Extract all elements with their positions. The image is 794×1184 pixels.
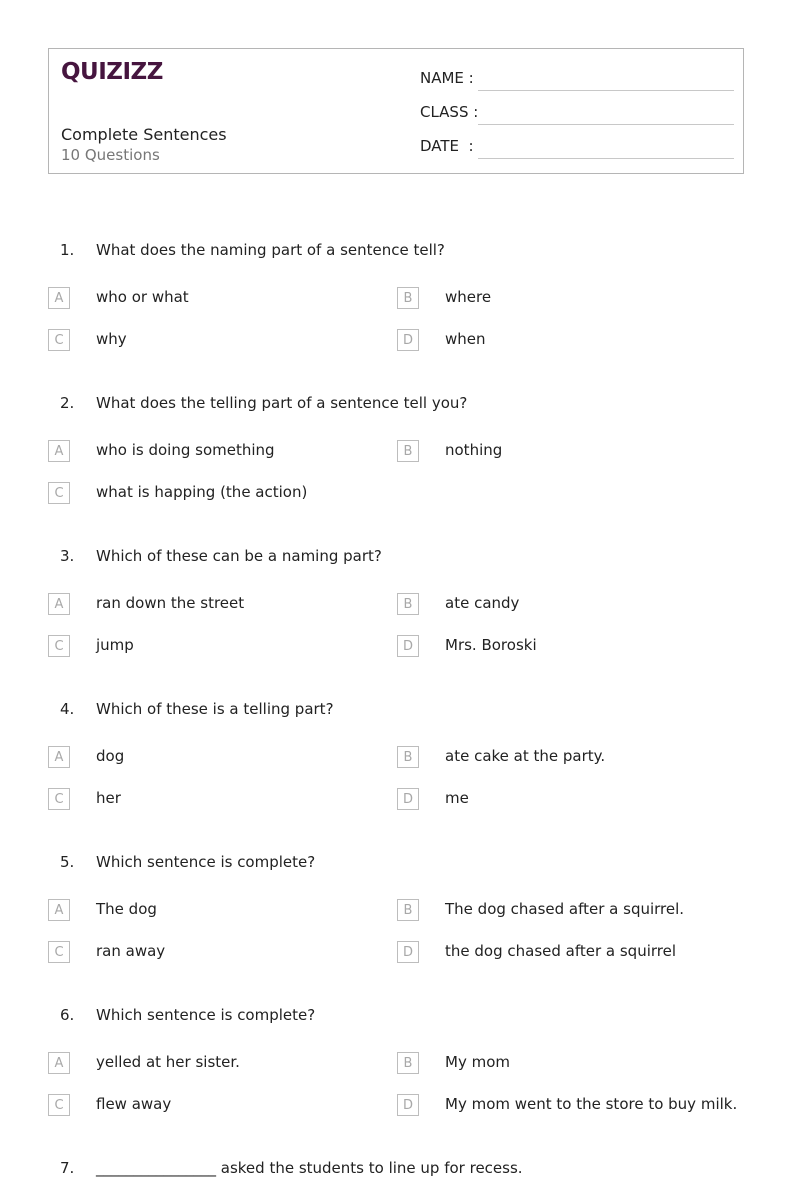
class-line [478, 124, 734, 125]
option-letter-box[interactable]: A [48, 287, 70, 309]
answer-option-a[interactable] [48, 899, 388, 923]
option-text: My mom went to the store to buy milk. [445, 1095, 738, 1113]
question-prompt [0, 391, 794, 419]
answer-option-d[interactable] [397, 1094, 737, 1118]
answer-option-a[interactable] [48, 593, 388, 617]
option-letter-box[interactable]: B [397, 593, 419, 615]
worksheet-title: Complete Sentences [61, 125, 227, 144]
question-prompt [0, 1156, 794, 1184]
class-field[interactable] [420, 101, 734, 135]
option-letter-box[interactable]: D [397, 941, 419, 963]
answer-option-b[interactable] [397, 440, 737, 464]
question-number: 5. [60, 853, 75, 871]
option-text: dog [96, 747, 125, 765]
answer-option-a[interactable] [48, 287, 388, 311]
option-text: The dog chased after a squirrel. [445, 900, 685, 918]
question-5 [0, 850, 794, 983]
option-text: what is happing (the action) [96, 483, 308, 501]
question-1 [0, 238, 794, 371]
option-letter-box[interactable]: A [48, 593, 70, 615]
answer-option-c[interactable] [48, 788, 388, 812]
answer-option-c[interactable] [48, 329, 388, 353]
option-text: who or what [96, 288, 189, 306]
date-line [478, 158, 734, 159]
question-text: Which of these can be a naming part? [96, 547, 382, 565]
question-3 [0, 544, 794, 677]
question-text: What does the naming part of a sentence tell? [96, 241, 445, 259]
option-text: yelled at her sister. [96, 1053, 240, 1071]
question-number: 1. [60, 241, 75, 259]
answer-option-d[interactable] [397, 329, 737, 353]
date-label: DATE : [420, 137, 474, 155]
answer-option-a[interactable] [48, 1052, 388, 1076]
answer-option-b[interactable] [397, 899, 737, 923]
name-line [478, 90, 734, 91]
question-count: 10 Questions [61, 146, 160, 164]
answer-options [0, 593, 794, 677]
option-text: me [445, 789, 469, 807]
question-number: 7. [60, 1159, 75, 1177]
option-text: ate candy [445, 594, 520, 612]
option-text: ran away [96, 942, 166, 960]
question-6 [0, 1003, 794, 1136]
option-text: nothing [445, 441, 503, 459]
name-label: NAME : [420, 69, 474, 87]
question-text: ________________ asked the students to line up for recess. [96, 1159, 523, 1177]
question-text: What does the telling part of a sentence tell you? [96, 394, 468, 412]
option-letter-box[interactable]: C [48, 941, 70, 963]
question-2 [0, 391, 794, 524]
option-text: why [96, 330, 127, 348]
option-text: My mom [445, 1053, 510, 1071]
option-text: ate cake at the party. [445, 747, 606, 765]
option-letter-box[interactable]: A [48, 440, 70, 462]
option-letter-box[interactable]: B [397, 287, 419, 309]
question-number: 3. [60, 547, 75, 565]
question-text: Which sentence is complete? [96, 853, 316, 871]
answer-options [0, 746, 794, 830]
name-field[interactable] [420, 67, 734, 101]
option-letter-box[interactable]: B [397, 899, 419, 921]
option-text: The dog [96, 900, 157, 918]
question-number: 4. [60, 700, 75, 718]
question-number: 2. [60, 394, 75, 412]
question-list [0, 238, 794, 1184]
option-letter-box[interactable]: C [48, 482, 70, 504]
option-letter-box[interactable]: D [397, 1094, 419, 1116]
question-text: Which sentence is complete? [96, 1006, 316, 1024]
question-prompt [0, 697, 794, 725]
answer-option-c[interactable] [48, 1094, 388, 1118]
option-text: ran down the street [96, 594, 245, 612]
question-4 [0, 697, 794, 830]
option-text: where [445, 288, 492, 306]
answer-option-d[interactable] [397, 788, 737, 812]
answer-option-a[interactable] [48, 746, 388, 770]
answer-option-d[interactable] [397, 635, 737, 659]
answer-options [0, 440, 794, 524]
option-letter-box[interactable]: B [397, 1052, 419, 1074]
option-letter-box[interactable]: C [48, 329, 70, 351]
option-letter-box[interactable]: D [397, 788, 419, 810]
option-text: flew away [96, 1095, 172, 1113]
answer-option-b[interactable] [397, 746, 737, 770]
answer-option-b[interactable] [397, 593, 737, 617]
option-text: the dog chased after a squirrel [445, 942, 677, 960]
student-info-fields [420, 67, 734, 169]
question-7 [0, 1156, 794, 1184]
option-letter-box[interactable]: C [48, 788, 70, 810]
answer-option-c[interactable] [48, 941, 388, 965]
option-text: who is doing something [96, 441, 275, 459]
class-label: CLASS : [420, 103, 479, 121]
question-prompt [0, 238, 794, 266]
answer-options [0, 899, 794, 983]
option-letter-box[interactable]: C [48, 1094, 70, 1116]
option-letter-box[interactable]: B [397, 440, 419, 462]
question-text: Which of these is a telling part? [96, 700, 334, 718]
option-text: Mrs. Boroski [445, 636, 537, 654]
option-letter-box[interactable]: D [397, 635, 419, 657]
date-field[interactable] [420, 135, 734, 169]
answer-option-c[interactable] [48, 482, 388, 506]
option-text: her [96, 789, 121, 807]
option-letter-box[interactable]: A [48, 746, 70, 768]
option-text: jump [96, 636, 134, 654]
answer-option-b[interactable] [397, 287, 737, 311]
answer-option-a[interactable] [48, 440, 388, 464]
option-text: when [445, 330, 486, 348]
answer-options [0, 287, 794, 371]
option-letter-box[interactable]: A [48, 899, 70, 921]
answer-option-d[interactable] [397, 941, 737, 965]
question-prompt [0, 544, 794, 572]
option-letter-box[interactable]: C [48, 635, 70, 657]
option-letter-box[interactable]: A [48, 1052, 70, 1074]
question-number: 6. [60, 1006, 75, 1024]
quizizz-logo: QUIZIZZ [61, 59, 163, 85]
answer-options [0, 1052, 794, 1136]
worksheet-header [48, 48, 744, 174]
answer-option-c[interactable] [48, 635, 388, 659]
option-letter-box[interactable]: B [397, 746, 419, 768]
question-prompt [0, 1003, 794, 1031]
answer-option-b[interactable] [397, 1052, 737, 1076]
question-prompt [0, 850, 794, 878]
option-letter-box[interactable]: D [397, 329, 419, 351]
